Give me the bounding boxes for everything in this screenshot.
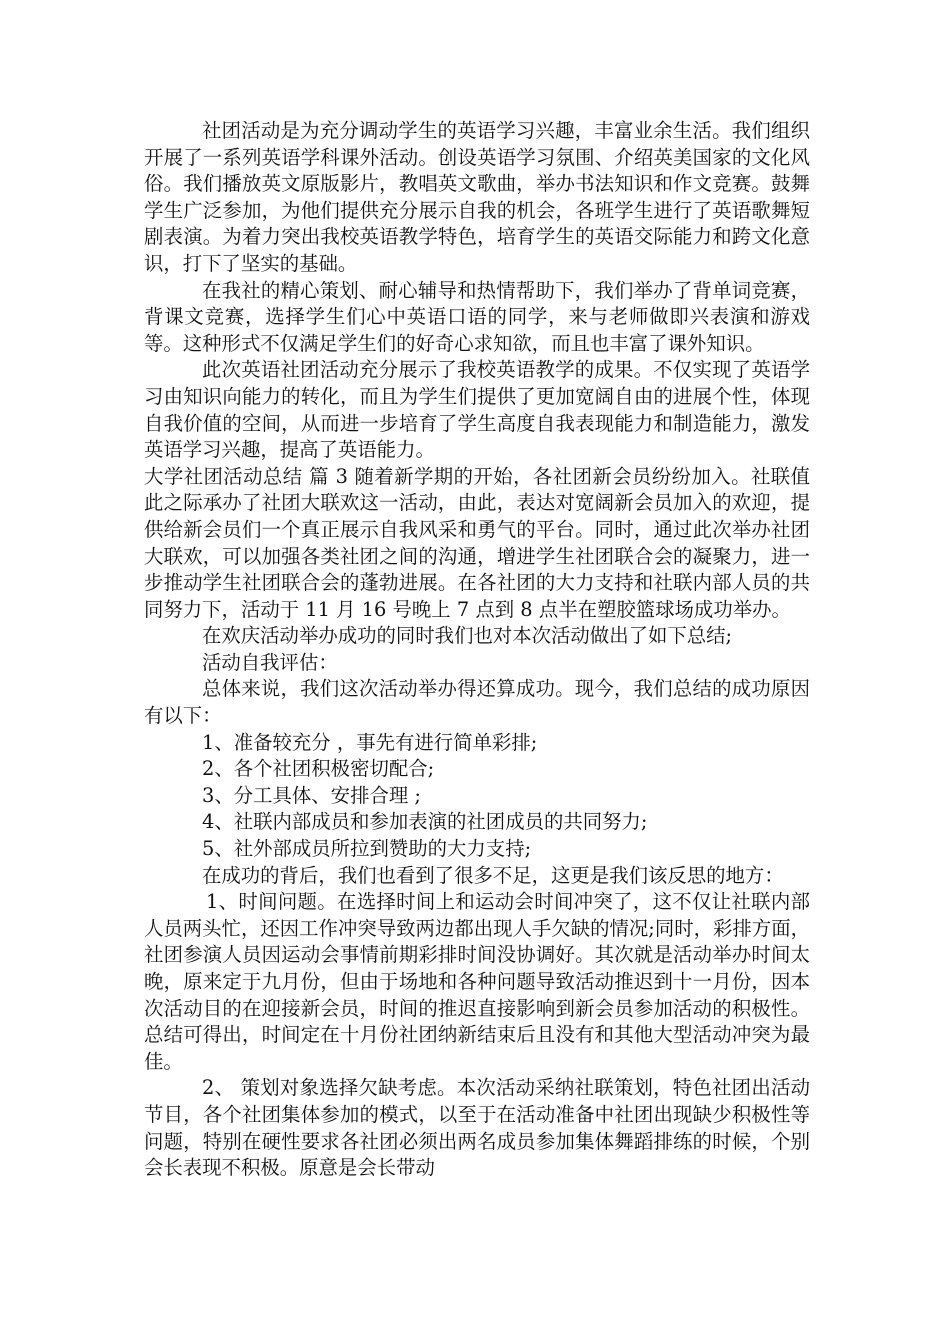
- list-item: 4、社联内部成员和参加表演的社团成员的共同努力;: [202, 810, 648, 834]
- paragraph-issue-time: 1、时间问题。在选择时间上和运动会时间冲突了，这不仅让社联内部人员两头忙，还因工作冲突导致两边都出现人手欠缺的情况;同时，彩排方面，社团参演人员因运动会事情前期彩排时间没协调好。其次就是活动举办时间太晚，原来定于九月份，但由于场地和各种问题导致活动推迟到十一月份，因本次活动目的在迎接新会员，时间的推迟直接影响到新会员参加活动的积极性。总结可得出，时间定在十月份社团纳新结束后且没有和其他大型活动冲突为最佳。: [144, 890, 810, 1073]
- section-heading-self-evaluation: 活动自我评估：: [202, 650, 338, 674]
- list-item: 5、社外部成员所拉到赞助的大力支持;: [202, 837, 532, 861]
- paragraph-summary-intro: 在欢庆活动举办成功的同时我们也对本次活动做出了如下总结;: [202, 624, 733, 648]
- document-body: [144, 118, 810, 1182]
- paragraph-club-activities: 社团活动是为充分调动学生的英语学习兴趣，丰富业余生活。我们组织开展了一系列英语学科课外活动。创设英语学习氛围、介绍英美国家的文化风俗。我们播放英文原版影片，教唱英文歌曲，举办书法知识和作文竞赛。鼓舞学生广泛参加，为他们提供充分展示自我的机会，各班学生进行了英语歌舞短剧表演。为着力突出我校英语教学特色，培育学生的英语交际能力和跨文化意识，打下了坚实的基础。: [144, 119, 810, 275]
- paragraph-success-reasons: 总体来说，我们这次活动举办得还算成功。现今，我们总结的成功原因有以下：: [144, 677, 810, 728]
- paragraph-planning: 在我社的精心策划、耐心辅导和热情帮助下，我们举办了背单词竞赛，背课文竞赛，选择学生们心中英语口语的同学，来与老师做即兴表演和游戏等。这种形式不仅满足学生们的好奇心求知欲，而且也丰富了课外知识。: [144, 278, 810, 355]
- paragraph-issue-planning: 2、 策划对象选择欠缺考虑。本次活动采纳社联策划，特色社团出活动节目，各个社团集体参加的模式，以至于在活动准备中社团出现缺少积极性等问题，特别在硬性要求各社团必须出两名成员参加集体舞蹈排练的时候，个别会长表现不积极。原意是会长带动: [144, 1076, 810, 1180]
- paragraph-results: 此次英语社团活动充分展示了我校英语教学的成果。不仅实现了英语学习由知识向能力的转化，而且为学生们提供了更加宽阔自由的进展个性，体现自我价值的空间，从而进一步培育了学生高度自我表现能力和制造能力，激发英语学习兴趣，提高了英语能力。: [144, 358, 810, 462]
- list-item: 1、准备较充分 ，事先有进行简单彩排;: [202, 730, 538, 754]
- paragraph-summary-3: 大学社团活动总结 篇 3 随着新学期的开始，各社团新会员纷纷加入。社联值此之际承办了社团大联欢这一活动，由此，表达对宽阔新会员加入的欢迎，提供给新会员们一个真正展示自我风采和勇气的平台。同时，通过此次举办社团大联欢，可以加强各类社团之间的沟通，增进学生社团联合会的凝聚力，进一步推动学生社团联合会的蓬勃进展。在各社团的大力支持和社联内部人员的共同努力下，活动于 11 月 16 号晚上 7 点到 8 点半在塑胶篮球场成功举办。: [144, 464, 810, 621]
- list-item: 2、各个社团积极密切配合;: [202, 757, 435, 781]
- list-item: 3、分工具体、安排合理 ;: [202, 783, 421, 807]
- paragraph-shortcomings-intro: 在成功的背后，我们也看到了很多不足，这更是我们该反思的地方：: [202, 863, 784, 887]
